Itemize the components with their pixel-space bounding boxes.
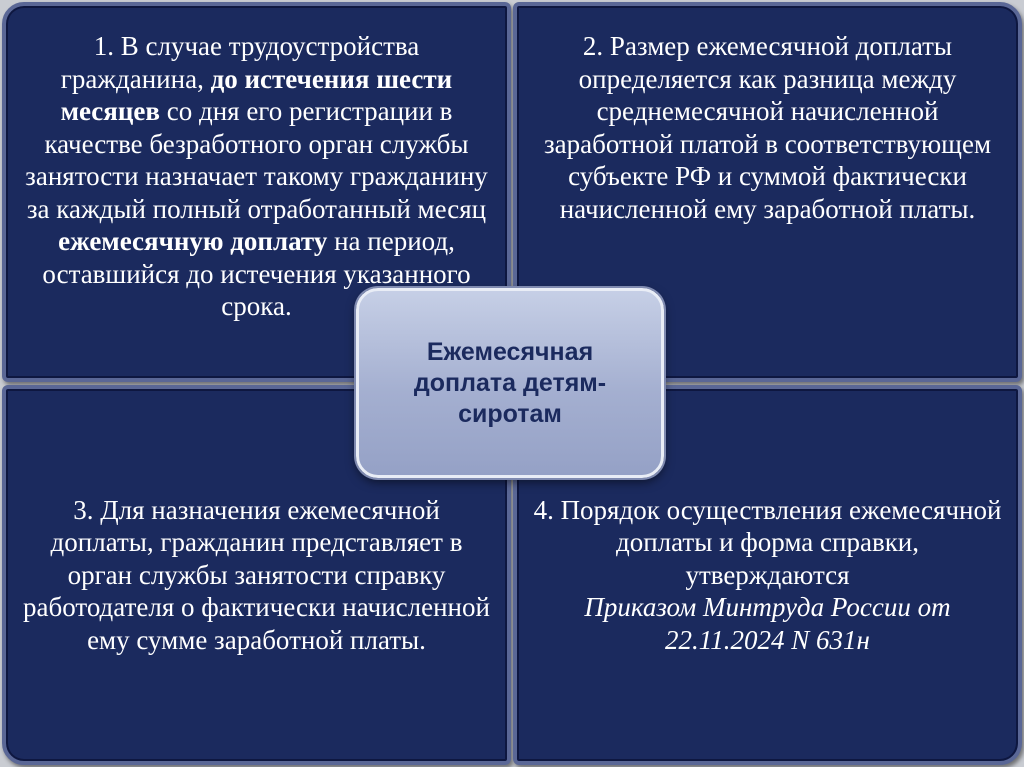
emphasis-monthly-payment: ежемесячную доплату bbox=[58, 226, 328, 256]
panel-employment-condition-text bbox=[6, 6, 507, 323]
order-reference: Приказом Минтруда России от 22.11.2024 N 631н bbox=[584, 592, 951, 655]
text-segment: на период, оставшийся до истечения указанного срока. bbox=[42, 226, 471, 321]
text-segment: 4. Порядок осуществления ежемесячной доплаты и форма справки, утверждаются bbox=[533, 494, 1002, 590]
center-title-box bbox=[356, 288, 664, 478]
emphasis-six-months: до истечения шести месяцев bbox=[60, 63, 453, 126]
panel-required-documents-text: 3. Для назначения ежемесячной доплаты, гражданин представляет в орган службы занятости справку работодателя о фактически начисленной ему сумме заработной платы. bbox=[23, 494, 490, 655]
text-segment: 1. В случае трудоустройства гражданина, bbox=[60, 31, 420, 94]
center-title: Ежемесячная доплата детям-сиротам bbox=[413, 337, 607, 428]
panel-payment-amount-text: 2. Размер ежемесячной доплаты определяется как разница между среднемесячной начисленной заработной платой в соответствующем субъекте РФ и суммой фактически начисленной ему заработной платы. bbox=[543, 31, 992, 224]
text-segment: со дня его регистрации в качестве безработного орган службы занятости назначает такому гражданину за каждый полный отработанный месяц bbox=[25, 96, 488, 224]
panel-procedure-text bbox=[517, 494, 1018, 657]
